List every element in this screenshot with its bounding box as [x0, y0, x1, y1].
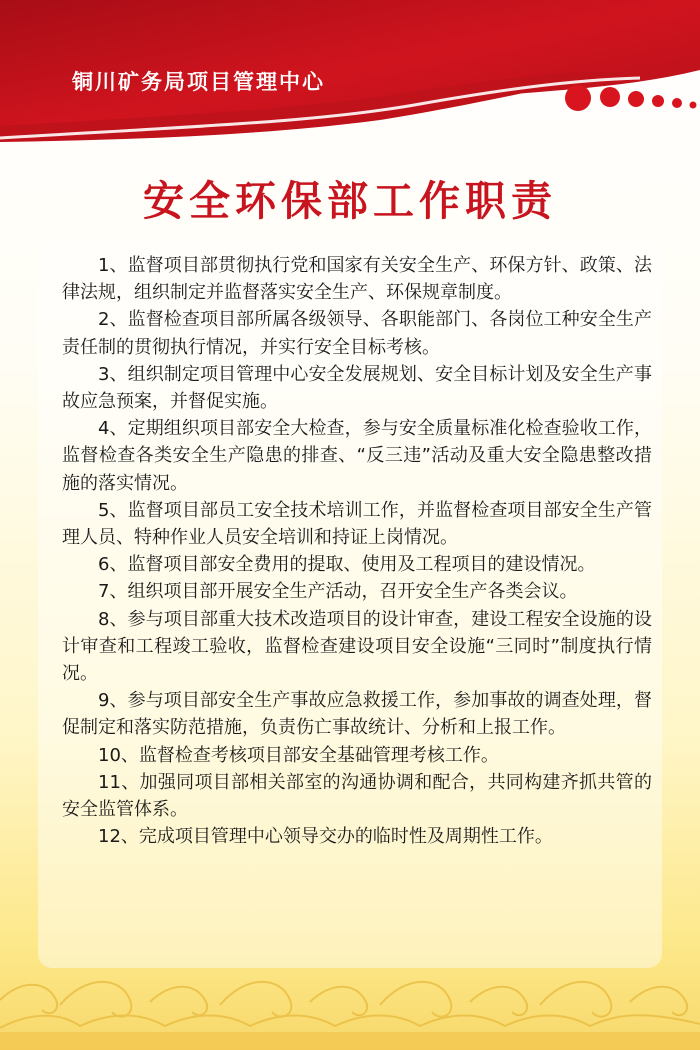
duty-item: 4、定期组织项目部安全大检查，参与安全质量标准化检查验收工作，监督检查各类安全生产隐患的排查、“反三违”活动及重大安全隐患整改措施的落实情况。 — [62, 418, 652, 494]
duty-item: 2、监督检查项目部所属各级领导、各职能部门、各岗位工种安全生产责任制的贯彻执行情况，并实行安全目标考核。 — [62, 309, 652, 358]
duty-item: 7、组织项目部开展安全生产活动，召开安全生产各类会议。 — [98, 581, 578, 603]
organization-name: 铜川矿务局项目管理中心 — [72, 70, 325, 94]
decor-dot — [565, 85, 591, 111]
duty-item: 9、参与项目部安全生产事故应急救援工作，参加事故的调查处理，督促制定和落实防范措施，负责伤亡事故统计、分析和上报工作。 — [62, 690, 652, 739]
duty-item: 1、监督项目部贯彻执行党和国家有关安全生产、环保方针、政策、法律法规，组织制定并监督落实安全生产、环保规章制度。 — [62, 255, 652, 304]
duty-item: 8、参与项目部重大技术改造项目的设计审查，建设工程安全设施的设计审查和工程竣工验收，监督检查建设项目安全设施“三同时”制度执行情况。 — [62, 608, 652, 685]
duties-list — [62, 252, 652, 850]
decor-dot — [672, 98, 682, 108]
decor-dot — [652, 95, 664, 107]
duty-item: 5、监督项目部员工安全技术培训工作，并监督检查项目部安全生产管理人员、特种作业人员安全培训和持证上岗情况。 — [62, 499, 652, 549]
decor-dot — [690, 102, 697, 109]
decor-dot — [628, 91, 644, 107]
duty-item: 11、加强同项目部相关部室的沟通协调和配合，共同构建齐抓共管的安全监管体系。 — [62, 771, 652, 821]
duty-item: 6、监督项目部安全费用的提取、使用及工程项目的建设情况。 — [98, 554, 596, 576]
footer-base-band — [0, 1032, 700, 1050]
page-title: 安全环保部工作职责 — [143, 177, 557, 225]
duty-item: 10、监督检查考核项目部安全基础管理考核工作。 — [98, 744, 499, 766]
footer-wave-pattern — [0, 960, 700, 1050]
decor-dot — [600, 87, 620, 107]
duty-item: 12、完成项目管理中心领导交办的临时性及周期性工作。 — [98, 826, 553, 848]
duty-item: 3、组织制定项目管理中心安全发展规划、安全目标计划及安全生产事故应急预案，并督促实施。 — [62, 363, 652, 413]
